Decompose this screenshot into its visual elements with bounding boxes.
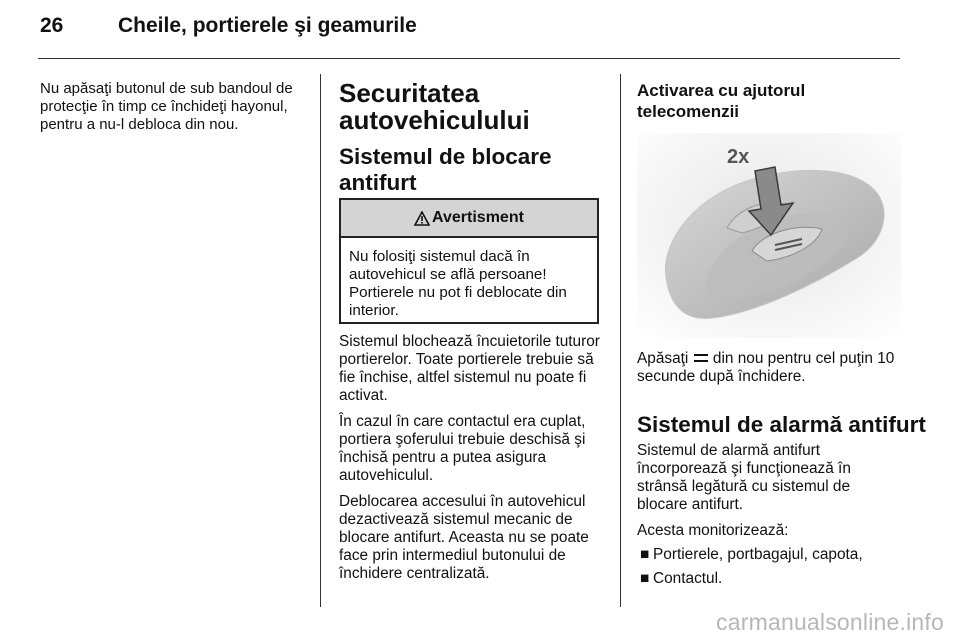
page-title: Cheile, portierele şi geamurile xyxy=(118,14,417,37)
monitor-intro: Acesta monitorizează: xyxy=(637,522,789,539)
middle-body xyxy=(339,333,605,583)
subsection-heading-line2: antifurt xyxy=(339,170,417,195)
page-number: 26 xyxy=(40,14,64,37)
subsection-heading-line1: Sistemul de blocare xyxy=(339,144,552,169)
warning-box xyxy=(339,198,599,324)
press-twice-label: 2x xyxy=(727,146,750,168)
list-item-text: Contactul. xyxy=(653,570,723,587)
remote-key-illustration xyxy=(637,133,901,338)
watermark: carmanualsonline.info xyxy=(716,609,944,635)
body-paragraph-3: Deblocarea accesului în autovehicul dezactivează sistemul mecanic de blocare antifurt. Aceasta nu se poate face prin intermediul butonului de închidere centralizată. xyxy=(339,493,589,582)
remote-instruction xyxy=(637,350,901,386)
left-paragraph: Nu apăsaţi butonul de sub bandoul de protecţie în timp ce închideţi hayonul, pentru a nu-l debloca din nou. xyxy=(40,80,293,133)
right-column-top xyxy=(637,80,901,122)
remote-heading xyxy=(637,80,901,122)
bullet-icon: ■ xyxy=(640,570,650,587)
right-column-body xyxy=(637,350,926,588)
instruction-after: din nou pentru cel puţin 10 secunde după închidere. xyxy=(637,350,895,385)
list-item xyxy=(637,570,901,588)
list-item xyxy=(637,546,901,564)
warning-triangle-icon xyxy=(414,211,430,226)
remote-heading-line2: telecomenzii xyxy=(637,102,740,121)
remote-heading-line1: Activarea cu ajutorul xyxy=(637,81,806,100)
body-paragraph-2: În cazul în care contactul era cuplat, portiera şoferului trebuie deschisă şi închisă pentru a putea asigura autovehiculul. xyxy=(339,413,586,484)
lock-button-icon xyxy=(693,352,709,364)
section-heading-line2: autovehiculului xyxy=(339,105,530,135)
warning-text: Nu folosiţi sistemul dacă în autovehicul se află persoane! Portierele nu pot fi deblocate din interior. xyxy=(349,248,567,319)
bullet-icon: ■ xyxy=(640,546,650,563)
section-heading-line1: Securitatea xyxy=(339,78,480,108)
subsection-heading xyxy=(339,144,609,196)
warning-header xyxy=(341,200,597,238)
instruction-before: Apăsaţi xyxy=(637,350,689,367)
alarm-heading: Sistemul de alarmă antifurt xyxy=(637,412,926,437)
section-heading xyxy=(339,80,609,134)
column-divider-right xyxy=(620,74,621,607)
alarm-paragraph: Sistemul de alarmă antifurt încorporează şi funcţionează în strânsă legătură cu sistemul de blocare antifurt. xyxy=(637,442,851,513)
left-column xyxy=(40,80,312,134)
list-item-text: Portierele, portbagajul, capota, xyxy=(653,546,863,563)
body-paragraph-1: Sistemul blochează încuietorile tuturor portierelor. Toate portierele trebuie să fie închise, altfel sistemul nu poate fi activat. xyxy=(339,333,600,404)
middle-column xyxy=(339,80,609,196)
warning-title: Avertisment xyxy=(432,209,524,226)
header-divider xyxy=(38,58,900,59)
column-divider-left xyxy=(320,74,321,607)
